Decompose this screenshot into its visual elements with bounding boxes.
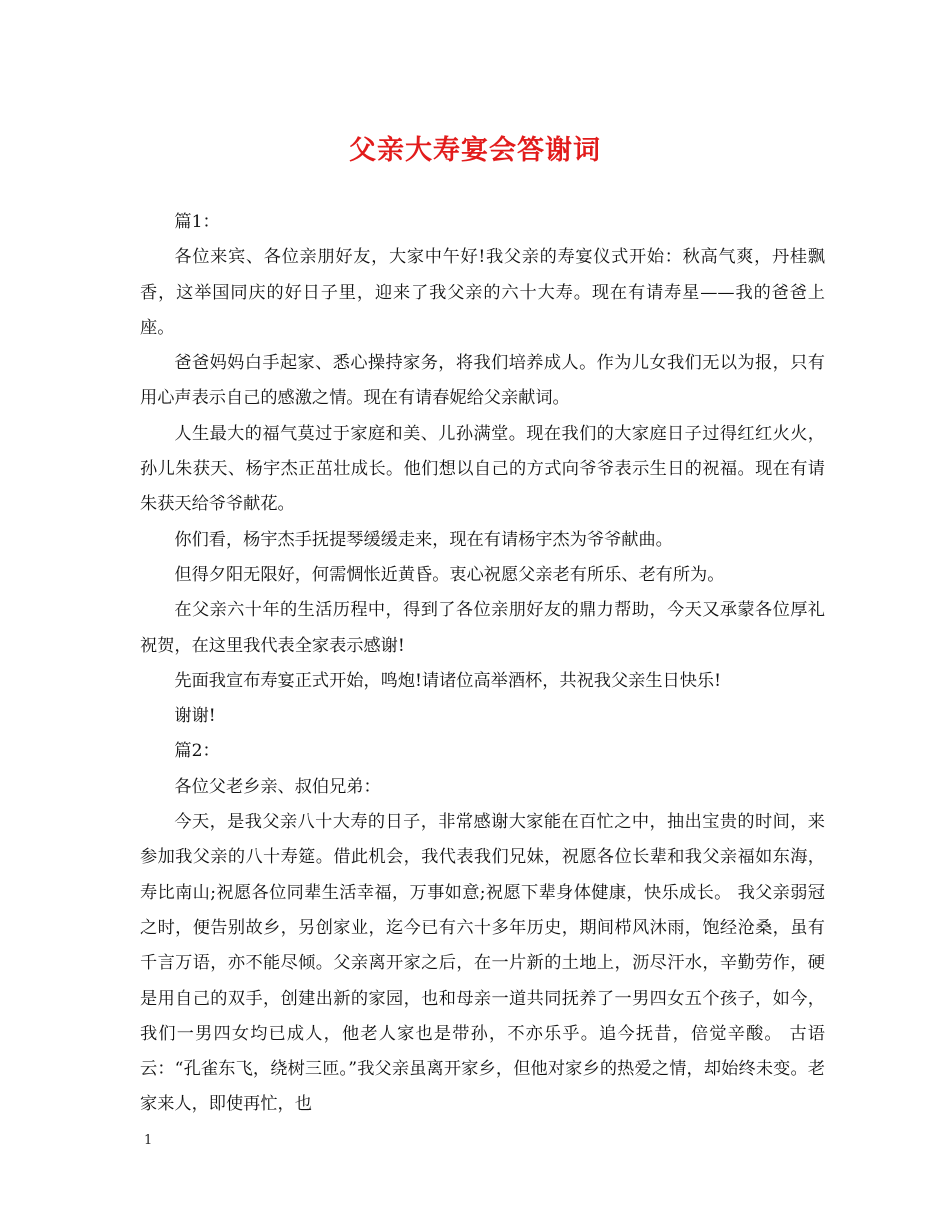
paragraph: 各位来宾、各位亲朋好友，大家中午好!我父亲的寿宴仪式开始：秋高气爽，丹桂飘香，这举国同庆的好日子里，迎来了我父亲的六十大寿。现在有请寿星——我的爸爸上座。 [140, 247, 825, 338]
paragraph: 在父亲六十年的生活历程中，得到了各位亲朋好友的鼎力帮助，今天又承蒙各位厚礼祝贺，在这里我代表全家表示感谢! [140, 600, 825, 656]
paragraph: 各位父老乡亲、叔伯兄弟： [174, 776, 381, 797]
paragraph: 先面我宣布寿宴正式开始，鸣炮!请诸位高举酒杯，共祝我父亲生日快乐! [174, 670, 722, 691]
paragraph: 但得夕阳无限好，何需惆怅近黄昏。衷心祝愿父亲老有所乐、老有所为。 [174, 564, 725, 585]
paragraph: 篇1： [174, 212, 220, 232]
paragraph: 篇2： [174, 741, 220, 762]
paragraph: 爸爸妈妈白手起家、悉心操持家务，将我们培养成人。作为儿女我们无以为报，只有用心声表示自己的感激之情。现在有请春妮给父亲献词。 [140, 353, 825, 409]
page-number: 1 [144, 1133, 153, 1148]
paragraph: 谢谢! [174, 706, 216, 727]
paragraph: 人生最大的福气莫过于家庭和美、儿孙满堂。现在我们的大家庭日子过得红红火火，孙儿朱获天、杨宇杰正茁壮成长。他们想以自己的方式向爷爷表示生日的祝福。现在有请朱获天给爷爷献花。 [140, 423, 825, 515]
paragraph: 你们看，杨宇杰手抚提琴缓缓走来，现在有请杨宇杰为爷爷献曲。 [174, 529, 673, 550]
document-title: 父亲大寿宴会答谢词 [349, 135, 601, 166]
paragraph: 今天，是我父亲八十大寿的日子，非常感谢大家能在百忙之中，抽出宝贵的时间，来参加我父亲的八十寿筵。借此机会，我代表我们兄妹，祝愿各位长辈和我父亲福如东海，寿比南山;祝愿各位同辈生活幸福，万事如意;祝愿下辈身体健康，快乐成长。 我父亲弱冠之时，便告别故乡，另创家业，迄今已有六十多年历史，期间栉风沐雨，饱经沧桑，虽有千言万语，亦不能尽倾。父亲离开家之后，在一片新的土地上，沥尽汗水，辛勤劳作，硬是用自己的双手，创建出新的家园，也和母亲一道共同抚养了一男四女五个孩子，如今，我们一男四女均已成人，他老人家也是带孙，不亦乐乎。追今抚昔，倍觉辛酸。 古语云：“孔雀东飞，绕树三匝。”我父亲虽离开家乡，但他对家乡的热爱之情，却始终未变。老家来人，即使再忙，也 [140, 812, 825, 1115]
document-body [140, 205, 825, 1123]
